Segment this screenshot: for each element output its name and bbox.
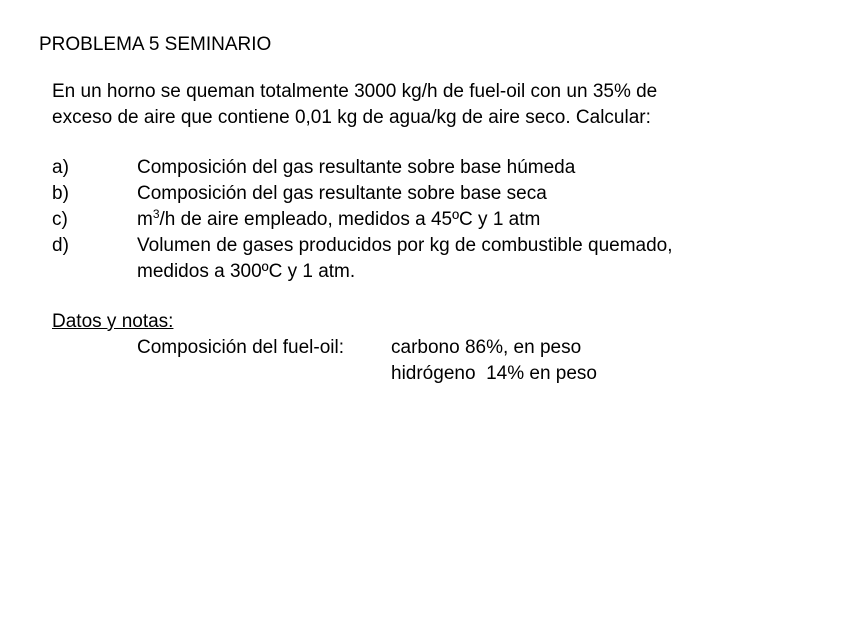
hydrogen-content: hidrógeno 14% en peso (391, 363, 597, 384)
fuel-composition-label: Composición del fuel-oil: (137, 337, 344, 358)
question-list (52, 155, 812, 285)
item-text: Composición del gas resultante sobre base húmeda (137, 157, 576, 178)
statement-line-2: exceso de aire que contiene 0,01 kg de agua/kg de aire seco. Calcular: (52, 107, 651, 128)
data-and-notes (52, 309, 812, 387)
carbon-content: carbono 86%, en peso (391, 337, 582, 358)
item-letter: a) (52, 157, 69, 178)
question-item-a (52, 155, 812, 181)
item-text: Composición del gas resultante sobre base seca (137, 183, 547, 204)
unit-exponent: 3 (152, 207, 160, 221)
item-text-continuation: medidos a 300ºC y 1 atm. (137, 261, 356, 282)
notes-heading: Datos y notas: (52, 311, 174, 332)
question-item-d (52, 233, 812, 285)
unit-m: m (137, 209, 153, 230)
item-text: Volumen de gases producidos por kg de combustible quemado, (137, 235, 673, 256)
item-letter: d) (52, 235, 69, 256)
indent-spacer (52, 361, 137, 387)
question-item-c (52, 207, 812, 233)
question-item-b (52, 181, 812, 207)
statement-line-1: En un horno se queman totalmente 3000 kg/h de fuel-oil con un 35% de (52, 81, 658, 102)
indent-spacer (52, 335, 137, 361)
item-letter: b) (52, 183, 69, 204)
problem-statement (52, 79, 812, 131)
notes-row-1 (52, 335, 812, 361)
item-text (137, 207, 812, 233)
label-spacer (137, 361, 391, 387)
notes-row-2 (52, 361, 812, 387)
problem-title: PROBLEMA 5 SEMINARIO (39, 34, 272, 55)
item-letter: c) (52, 209, 68, 230)
item-text-rest: /h de aire empleado, medidos a 45ºC y 1 atm (159, 209, 541, 230)
item-text-block (137, 233, 812, 285)
